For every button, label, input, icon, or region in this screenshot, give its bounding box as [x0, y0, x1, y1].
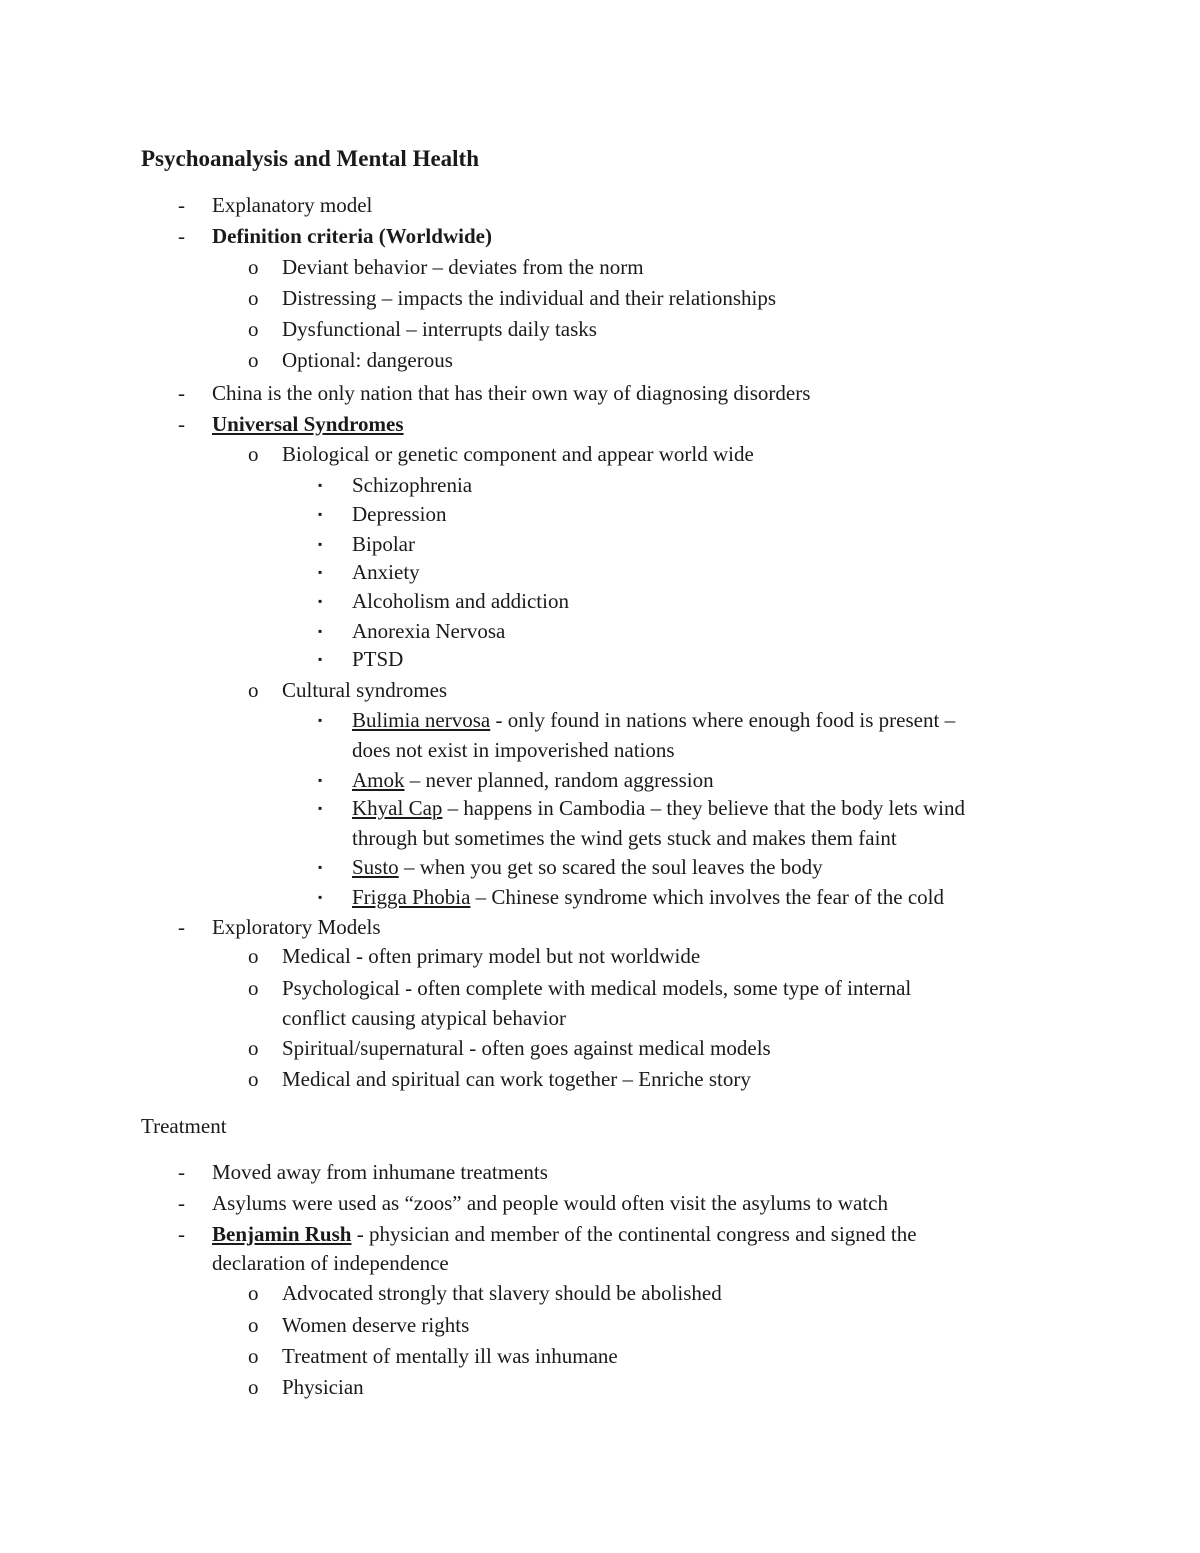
item-text: Anorexia Nervosa [352, 619, 506, 643]
definition-heading: Definition criteria (Worldwide) [212, 224, 492, 248]
item-text: Anxiety [352, 560, 420, 584]
item-text: Dysfunctional – interrupts daily tasks [282, 317, 597, 341]
square-bullet-icon: ▪ [318, 565, 323, 579]
dash-bullet-icon: - [178, 412, 185, 436]
dash-bullet-icon: - [178, 1160, 185, 1184]
item-text: Medical - often primary model but not worldwide [282, 944, 701, 968]
item-text: Explanatory model [212, 193, 373, 217]
circle-bullet-icon: o [248, 348, 259, 372]
dash-bullet-icon: - [178, 915, 185, 939]
item-text: Deviant behavior – deviates from the norm [282, 255, 644, 279]
square-bullet-icon: ▪ [318, 624, 323, 638]
square-bullet-icon: ▪ [318, 594, 323, 608]
square-bullet-icon: ▪ [318, 507, 323, 521]
item-text: Alcoholism and addiction [352, 589, 569, 613]
continuation-line: declaration of independence [212, 1251, 449, 1275]
dash-bullet-icon: - [178, 193, 185, 217]
item-text: PTSD [352, 647, 404, 671]
item-text: China is the only nation that has their own way of diagnosing disorders [212, 381, 811, 405]
item-text: Biological or genetic component and appear world wide [282, 442, 754, 466]
item-text: Exploratory Models [212, 915, 381, 939]
term-description: - only found in nations where enough food is present – [490, 708, 956, 732]
item-text [352, 794, 965, 823]
circle-bullet-icon: o [248, 1281, 259, 1305]
item-text: Depression [352, 502, 447, 526]
item-text: Schizophrenia [352, 473, 473, 497]
item-text: Moved away from inhumane treatments [212, 1160, 548, 1184]
circle-bullet-icon: o [248, 976, 259, 1000]
dash-bullet-icon: - [178, 1222, 185, 1246]
item-text [212, 1220, 917, 1249]
page-title: Psychoanalysis and Mental Health [141, 146, 480, 171]
term-description: – when you get so scared the soul leaves the body [398, 855, 823, 879]
square-bullet-icon: ▪ [318, 537, 323, 551]
universal-syndromes-heading: Universal Syndromes [212, 412, 404, 436]
term-name: Bulimia nervosa [352, 708, 491, 732]
circle-bullet-icon: o [248, 944, 259, 968]
item-text [352, 883, 944, 912]
dash-bullet-icon: - [178, 1191, 185, 1215]
square-bullet-icon: ▪ [318, 713, 323, 727]
circle-bullet-icon: o [248, 442, 259, 466]
circle-bullet-icon: o [248, 286, 259, 310]
item-text: Treatment of mentally ill was inhumane [282, 1344, 618, 1368]
continuation-line: does not exist in impoverished nations [352, 738, 675, 762]
item-text [352, 766, 714, 795]
circle-bullet-icon: o [248, 1375, 259, 1399]
continuation-line: conflict causing atypical behavior [282, 1006, 566, 1030]
circle-bullet-icon: o [248, 317, 259, 341]
square-bullet-icon: ▪ [318, 773, 323, 787]
term-description: – happens in Cambodia – they believe that the body lets wind [442, 796, 965, 820]
square-bullet-icon: ▪ [318, 801, 323, 815]
item-text: Distressing – impacts the individual and their relationships [282, 286, 777, 310]
circle-bullet-icon: o [248, 1067, 259, 1091]
item-text: Women deserve rights [282, 1313, 470, 1337]
item-text: Asylums were used as “zoos” and people would often visit the asylums to watch [212, 1191, 888, 1215]
item-text [352, 853, 823, 882]
item-text: Bipolar [352, 532, 415, 556]
circle-bullet-icon: o [248, 1036, 259, 1060]
continuation-line: through but sometimes the wind gets stuck and makes them faint [352, 826, 897, 850]
benjamin-rush-name: Benjamin Rush [212, 1222, 352, 1246]
square-bullet-icon: ▪ [318, 860, 323, 874]
item-text: Optional: dangerous [282, 348, 453, 372]
section-heading-treatment: Treatment [141, 1114, 227, 1138]
term-name: Frigga Phobia [352, 885, 471, 909]
term-description: – Chinese syndrome which involves the fear of the cold [470, 885, 944, 909]
item-text: Cultural syndromes [282, 678, 448, 702]
circle-bullet-icon: o [248, 255, 259, 279]
term-name: Amok [352, 768, 405, 792]
dash-bullet-icon: - [178, 381, 185, 405]
dash-bullet-icon: - [178, 224, 185, 248]
term-description: – never planned, random aggression [404, 768, 714, 792]
item-text [352, 706, 955, 735]
square-bullet-icon: ▪ [318, 478, 323, 492]
square-bullet-icon: ▪ [318, 890, 323, 904]
item-text: Physician [282, 1375, 364, 1399]
item-text: Spiritual/supernatural - often goes against medical models [282, 1036, 771, 1060]
item-text: Medical and spiritual can work together – Enriche story [282, 1067, 751, 1091]
term-name: Susto [352, 855, 399, 879]
circle-bullet-icon: o [248, 678, 259, 702]
item-text: Psychological - often complete with medical models, some type of internal [282, 976, 912, 1000]
item-text: Advocated strongly that slavery should be abolished [282, 1281, 722, 1305]
term-name: Khyal Cap [352, 796, 443, 820]
circle-bullet-icon: o [248, 1313, 259, 1337]
square-bullet-icon: ▪ [318, 652, 323, 666]
term-description: - physician and member of the continental congress and signed the [351, 1222, 917, 1246]
circle-bullet-icon: o [248, 1344, 259, 1368]
